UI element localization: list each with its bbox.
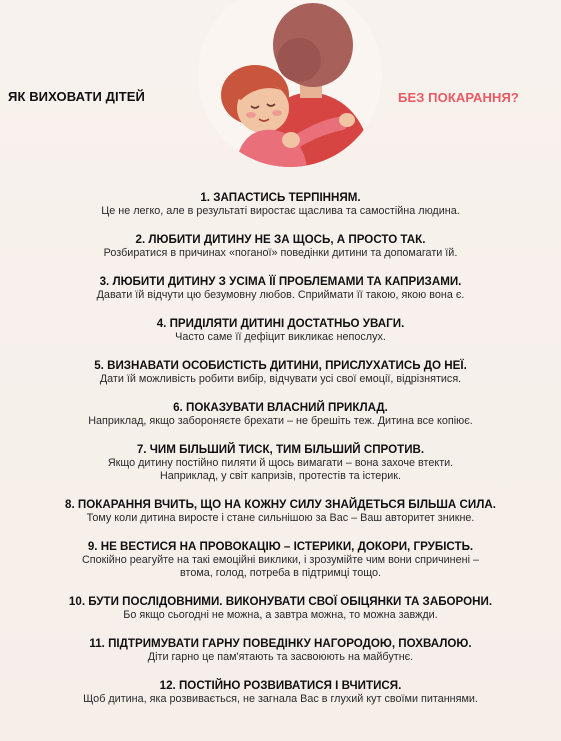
list-item xyxy=(8,275,553,302)
tip-title: 3. ЛЮБИТИ ДИТИНУ З УСІМА ЇЇ ПРОБЛЕМАМИ ТА КАПРИЗАМИ. xyxy=(99,275,462,288)
list-item xyxy=(8,540,553,580)
list-item xyxy=(8,595,553,622)
tip-text: Давати їй відчути цю безумовну любов. Сприймати її такою, якою вона є. xyxy=(96,289,465,301)
tip-title: 7. ЧИМ БІЛЬШИЙ ТИСК, ТИМ БІЛЬШИЙ СПРОТИВ. xyxy=(136,443,425,456)
tip-title: 5. ВИЗНАВАТИ ОСОБИСТІСТЬ ДИТИНИ, ПРИСЛУХАТИСЬ ДО НЕЇ. xyxy=(94,359,467,372)
tip-text: Розбиратися в причинах «поганої» поведінки дитини та допомагати їй. xyxy=(103,247,458,259)
tip-title: 9. НЕ ВЕСТИСЯ НА ПРОВОКАЦІЮ – ІСТЕРИКИ, ДОКОРИ, ГРУБІСТЬ. xyxy=(87,540,474,553)
tip-title: 10. БУТИ ПОСЛІДОВНИМИ. ВИКОНУВАТИ СВОЇ ОБІЦЯНКИ ТА ЗАБОРОНИ. xyxy=(68,595,493,608)
tip-title: 4. ПРИДІЛЯТИ ДИТИНІ ДОСТАТНЬО УВАГИ. xyxy=(156,317,405,330)
tip-text: Це не легко, але в результаті виростає щаслива та самостійна людина. xyxy=(101,205,460,217)
tip-title: 12. ПОСТІЙНО РОЗВИВАТИСЯ І ВЧИТИСЯ. xyxy=(159,679,402,692)
tip-text: Дати їй можливість робити вибір, відчувати усі свої емоції, відрізнятися. xyxy=(99,373,462,385)
parent-hugging-child-illustration xyxy=(195,0,385,172)
tip-text: Наприклад, у світ капризів, протестів та істерик. xyxy=(159,470,402,482)
tip-text: Бо якщо сьогодні не можна, а завтра можна, то можна завжди. xyxy=(123,609,438,621)
tips-list xyxy=(0,191,561,741)
tip-text: втома, голод, потреба в підтримці тощо. xyxy=(180,567,381,579)
tip-text: Тому коли дитина виросте і стане сильнішою за Вас – Ваш авторитет зникне. xyxy=(86,512,475,524)
list-item xyxy=(8,498,553,525)
tip-text: Часто саме її дефіцит викликає непослух. xyxy=(175,331,386,343)
list-item xyxy=(8,191,553,218)
title-left: ЯК ВИХОВАТИ ДІТЕЙ xyxy=(8,89,145,104)
tip-title: 11. ПІДТРИМУВАТИ ГАРНУ ПОВЕДІНКУ НАГОРОДОЮ, ПОХВАЛОЮ. xyxy=(89,637,472,650)
title-right: БЕЗ ПОКАРАННЯ? xyxy=(398,90,519,105)
list-item xyxy=(8,317,553,344)
list-item xyxy=(8,679,553,706)
tip-title: 1. ЗАПАСТИСЬ ТЕРПІННЯМ. xyxy=(200,191,361,204)
tip-text: Діти гарно це пам'ятають та засвоюють на майбутнє. xyxy=(147,651,414,663)
tip-text: Наприклад, якщо забороняєте брехати – не брешіть теж. Дитина все копіює. xyxy=(88,415,473,427)
tip-title: 2. ЛЮБИТИ ДИТИНУ НЕ ЗА ЩОСЬ, А ПРОСТО ТАК. xyxy=(135,233,426,246)
tip-title: 6. ПОКАЗУВАТИ ВЛАСНИЙ ПРИКЛАД. xyxy=(173,401,388,414)
tip-title: 8. ПОКАРАННЯ ВЧИТЬ, ЩО НА КОЖНУ СИЛУ ЗНАЙДЕТЬСЯ БІЛЬША СИЛА. xyxy=(65,498,496,511)
list-item xyxy=(8,233,553,260)
list-item xyxy=(8,443,553,483)
list-item xyxy=(8,401,553,428)
tip-text: Якщо дитину постійно пиляти й щось вимагати – вона захоче втекти. xyxy=(107,457,454,469)
tip-text: Щоб дитина, яка розвивається, не загнала Вас в глухий кут своїми питаннями. xyxy=(83,693,478,705)
list-item xyxy=(8,637,553,664)
tip-text: Спокійно реагуйте на такі емоційні виклики, і зрозумійте чим вони спричинені – xyxy=(82,554,479,566)
list-item xyxy=(8,359,553,386)
header xyxy=(0,0,561,178)
